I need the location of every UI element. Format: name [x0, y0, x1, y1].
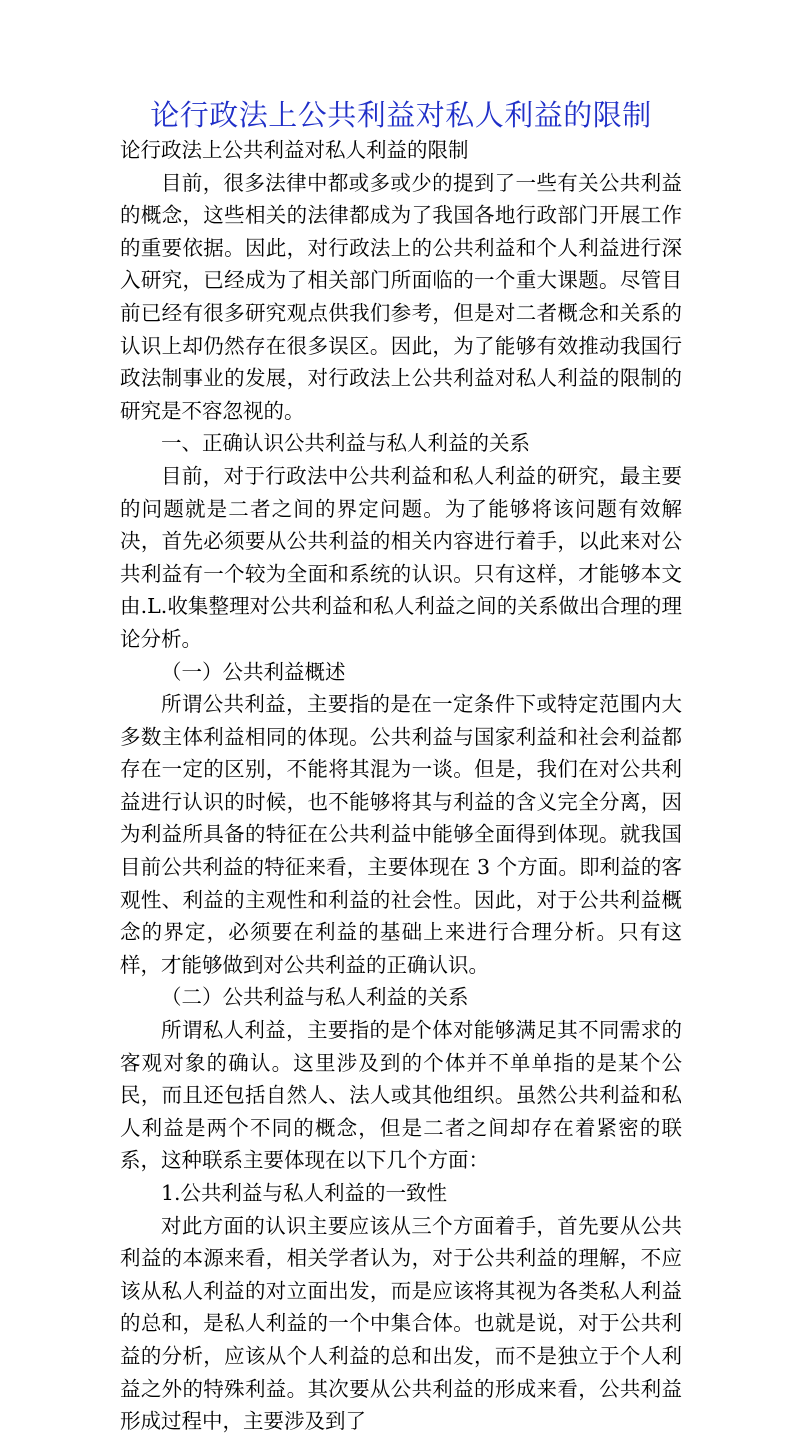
subsection-heading-2: （二）公共利益与私人利益的关系 — [161, 985, 469, 1010]
point-heading-1: 1.公共利益与私人利益的一致性 — [161, 1181, 448, 1205]
document-subtitle: 论行政法上公共利益对私人利益的限制 — [120, 138, 469, 162]
paragraph-consistency: 对此方面的认识主要应该从三个方面着手，首先要从公共利益的本源来看，相关学者认为，对于公共利益的理解，不应该从私人利益的对立面出发，而是应该将其视为各类私人利益的总和，是私人利益的一个中集合体。也就是说，对于公共利益的分析，应该从个人利益的总和出发，而不是独立于个人利益之外的特殊利益。其次要从公共利益的形成来看，公共利益形成过程中，主要涉及到了 — [120, 1213, 682, 1434]
paragraph-section-1: 目前，对于行政法中公共利益和私人利益的研究，最主要的问题就是二者之间的界定问题。为了能够将该问题有效解决，首先必须要从公共利益的相关内容进行着手，以此来对公共利益有一个较为全面和系统的认识。只有这样，才能够本文由.L.收集整理对公共利益和私人利益之间的关系做出合理的理论分析。 — [120, 463, 682, 651]
paragraph-intro: 目前，很多法律中都或多或少的提到了一些有关公共利益的概念，这些相关的法律都成为了我国各地行政部门开展工作的重要依据。因此，对行政法上的公共利益和个人利益进行深入研究，已经成为了相关部门所面临的一个重大课题。尽管目前已经有很多研究观点供我们参考，但是对二者概念和关系的认识上却仍然存在很多误区。因此，为了能够有效推动我国行政法制事业的发展，对行政法上公共利益对私人利益的限制的研究是不容忽视的。 — [120, 170, 682, 423]
document-page — [120, 96, 682, 1438]
subsection-heading-1: （一）公共利益概述 — [161, 659, 346, 684]
document-title: 论行政法上公共利益对私人利益的限制 — [150, 98, 652, 132]
paragraph-public-interest: 所谓公共利益，主要指的是在一定条件下或特定范围内大多数主体利益相同的体现。公共利益与国家利益和社会利益都存在一定的区别，不能将其混为一谈。但是，我们在对公共利益进行认识的时候，也不能够将其与利益的含义完全分离，因为利益所具备的特征在公共利益中能够全面得到体现。就我国目前公共利益的特征来看，主要体现在 3 个方面。即利益的客观性、利益的主观性和利益的社会性。因此，对于公共利益概念的界定，必须要在利益的基础上来进行合理分析。只有这样，才能够做到对公共利益的正确认识。 — [120, 692, 682, 977]
paragraph-private-interest: 所谓私人利益，主要指的是个体对能够满足其不同需求的客观对象的确认。这里涉及到的个体并不单单指的是某个公民，而且还包括自然人、法人或其他组织。虽然公共利益和私人利益是两个不同的概念，但是二者之间却存在着紧密的联系，这种联系主要体现在以下几个方面： — [120, 1018, 682, 1173]
section-heading-1: 一、正确认识公共利益与私人利益的关系 — [161, 431, 530, 456]
